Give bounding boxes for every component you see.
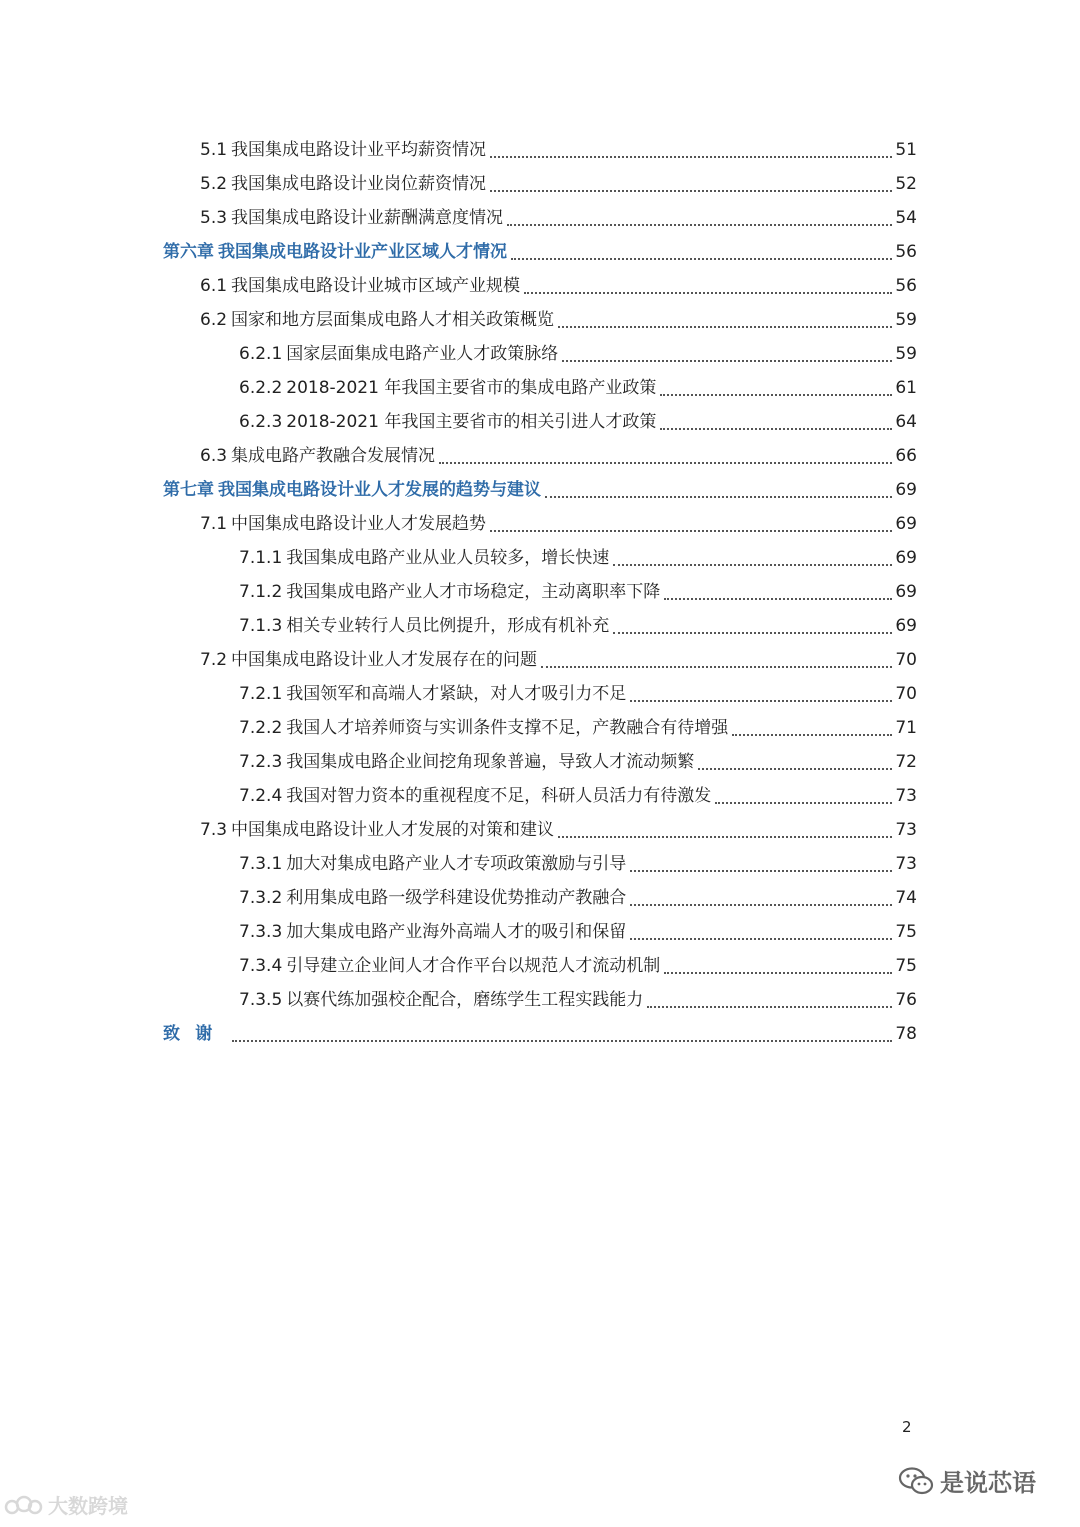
toc-entry[interactable] xyxy=(163,949,917,983)
toc-entry-number: 7.3.1 xyxy=(239,854,283,874)
dot-leader xyxy=(630,938,892,940)
dot-leader xyxy=(732,734,892,736)
toc-entry-title: 我国集成电路产业从业人员较多，增长快速 xyxy=(286,548,610,568)
toc-entry-number: 6.3 xyxy=(200,446,228,466)
toc-entry[interactable] xyxy=(163,337,917,371)
toc-entry-page: 71 xyxy=(895,718,917,738)
dot-leader xyxy=(664,972,892,974)
toc-entry-title: 2018-2021 年我国主要省市的集成电路产业政策 xyxy=(286,378,657,398)
toc-entry-number: 7.3.2 xyxy=(239,888,283,908)
dot-leader xyxy=(647,1006,892,1008)
toc-entry[interactable] xyxy=(163,643,917,677)
toc-entry-title: 我国集成电路设计业城市区域产业规模 xyxy=(231,276,521,296)
toc-entry[interactable] xyxy=(163,507,917,541)
toc-entry-number: 6.2 xyxy=(200,310,228,330)
toc-entry[interactable] xyxy=(163,881,917,915)
dot-leader xyxy=(439,462,892,464)
toc-entry-page: 56 xyxy=(895,276,917,296)
toc-entry-title: 我国对智力资本的重视程度不足，科研人员活力有待激发 xyxy=(286,786,712,806)
dot-leader xyxy=(715,802,892,804)
toc-entry[interactable] xyxy=(163,847,917,881)
dot-leader xyxy=(232,1040,893,1042)
toc-entry-title: 加大对集成电路产业人才专项政策激励与引导 xyxy=(286,854,627,874)
toc-entry-number: 7.2.3 xyxy=(239,752,283,772)
toc-entry-number: 7.2.1 xyxy=(239,684,283,704)
toc-entry-page: 52 xyxy=(895,174,917,194)
toc-entry-title: 我国集成电路设计业产业区域人才情况 xyxy=(218,242,507,262)
toc-entry[interactable] xyxy=(163,779,917,813)
watermark-left xyxy=(4,1490,128,1519)
dot-leader xyxy=(698,768,892,770)
toc-entry-title: 引导建立企业间人才合作平台以规范人才流动机制 xyxy=(286,956,661,976)
toc-entry-number: 第七章 xyxy=(163,480,214,500)
toc-entry-page: 61 xyxy=(895,378,917,398)
toc-entry-page: 74 xyxy=(895,888,917,908)
toc-entry[interactable] xyxy=(163,915,917,949)
toc-entry-number: 5.2 xyxy=(200,174,228,194)
toc-entry-number: 7.3.5 xyxy=(239,990,283,1010)
toc-entry-title: 国家和地方层面集成电路人才相关政策概览 xyxy=(231,310,555,330)
dot-leader xyxy=(664,598,892,600)
dot-leader xyxy=(524,292,892,294)
toc-chapter-entry[interactable] xyxy=(163,1017,917,1051)
toc-entry-page: 75 xyxy=(895,956,917,976)
dot-leader xyxy=(558,836,892,838)
toc-chapter-entry[interactable] xyxy=(163,235,917,269)
toc-entry-number: 7.1.1 xyxy=(239,548,283,568)
toc-entry[interactable] xyxy=(163,711,917,745)
toc-entry-title: 我国集成电路设计业薪酬满意度情况 xyxy=(231,208,504,228)
dot-leader xyxy=(490,190,892,192)
toc-entry-title: 我国集成电路产业人才市场稳定，主动离职率下降 xyxy=(286,582,661,602)
toc-entry-number: 7.1 xyxy=(200,514,228,534)
toc-entry-page: 59 xyxy=(895,310,917,330)
toc-entry-title: 加大集成电路产业海外高端人才的吸引和保留 xyxy=(286,922,627,942)
toc-entry-number: 7.1.3 xyxy=(239,616,283,636)
toc-entry-page: 73 xyxy=(895,820,917,840)
dot-leader xyxy=(630,904,892,906)
toc-entry-title: 我国集成电路设计业人才发展的趋势与建议 xyxy=(218,480,541,500)
toc-entry[interactable] xyxy=(163,609,917,643)
toc-entry-title: 我国集成电路设计业岗位薪资情况 xyxy=(231,174,487,194)
toc-entry[interactable] xyxy=(163,541,917,575)
toc-entry-number: 7.3.3 xyxy=(239,922,283,942)
toc-entry[interactable] xyxy=(163,167,917,201)
page-number: 2 xyxy=(902,1418,912,1436)
toc-entry-number: 6.2.2 xyxy=(239,378,283,398)
toc-entry-number: 6.1 xyxy=(200,276,228,296)
dot-leader xyxy=(545,496,892,498)
dot-leader xyxy=(630,700,892,702)
toc-entry-number: 第六章 xyxy=(163,242,214,262)
toc-entry-number: 7.3.4 xyxy=(239,956,283,976)
toc-entry-page: 72 xyxy=(895,752,917,772)
dot-leader xyxy=(507,224,892,226)
toc-entry[interactable] xyxy=(163,745,917,779)
toc-entry-title: 利用集成电路一级学科建设优势推动产教融合 xyxy=(286,888,627,908)
wechat-icon xyxy=(898,1466,934,1496)
watermark-right xyxy=(898,1463,1036,1498)
dot-leader xyxy=(613,632,892,634)
toc-entry-number: 7.3 xyxy=(200,820,228,840)
dot-leader xyxy=(660,394,892,396)
toc-entry-number: 7.1.2 xyxy=(239,582,283,602)
toc-entry-page: 73 xyxy=(895,854,917,874)
toc-entry-title: 集成电路产教融合发展情况 xyxy=(231,446,436,466)
dot-leader xyxy=(613,564,892,566)
toc-entry-title: 中国集成电路设计业人才发展趋势 xyxy=(231,514,487,534)
toc-entry-page: 73 xyxy=(895,786,917,806)
toc-entry-title: 我国集成电路设计业平均薪资情况 xyxy=(231,140,487,160)
toc-entry-page: 69 xyxy=(895,548,917,568)
toc-entry-number: 7.2.2 xyxy=(239,718,283,738)
table-of-contents xyxy=(163,133,917,1051)
toc-entry-page: 78 xyxy=(895,1024,917,1044)
toc-entry-page: 69 xyxy=(895,616,917,636)
toc-entry-page: 59 xyxy=(895,344,917,364)
toc-entry-page: 69 xyxy=(895,582,917,602)
toc-entry-page: 76 xyxy=(895,990,917,1010)
toc-entry[interactable] xyxy=(163,405,917,439)
toc-entry-title: 以赛代练加强校企配合，磨练学生工程实践能力 xyxy=(286,990,644,1010)
toc-entry[interactable] xyxy=(163,371,917,405)
toc-entry-page: 69 xyxy=(895,480,917,500)
toc-entry[interactable] xyxy=(163,813,917,847)
toc-entry[interactable] xyxy=(163,133,917,167)
dot-leader xyxy=(541,666,892,668)
toc-entry[interactable] xyxy=(163,303,917,337)
cloud-icon xyxy=(4,1494,44,1516)
toc-entry-title: 我国集成电路企业间挖角现象普遍，导致人才流动频繁 xyxy=(286,752,695,772)
toc-entry-title: 国家层面集成电路产业人才政策脉络 xyxy=(286,344,559,364)
toc-entry-title: 我国人才培养师资与实训条件支撑不足，产教融合有待增强 xyxy=(286,718,729,738)
toc-entry[interactable] xyxy=(163,269,917,303)
dot-leader xyxy=(511,258,892,260)
toc-entry[interactable] xyxy=(163,983,917,1017)
toc-entry[interactable] xyxy=(163,201,917,235)
toc-entry[interactable] xyxy=(163,439,917,473)
watermark-left-text: 大数跨境 xyxy=(48,1494,128,1518)
dot-leader xyxy=(630,870,892,872)
watermark-right-text: 是说芯语 xyxy=(940,1469,1036,1497)
toc-chapter-entry[interactable] xyxy=(163,473,917,507)
dot-leader xyxy=(660,428,892,430)
toc-entry-page: 66 xyxy=(895,446,917,466)
toc-entry-number: 6.2.1 xyxy=(239,344,283,364)
toc-entry-number: 5.3 xyxy=(200,208,228,228)
toc-entry-page: 69 xyxy=(895,514,917,534)
toc-entry-number: 6.2.3 xyxy=(239,412,283,432)
dot-leader xyxy=(562,360,892,362)
toc-entry-title: 中国集成电路设计业人才发展存在的问题 xyxy=(231,650,538,670)
toc-entry-page: 70 xyxy=(895,684,917,704)
toc-entry-title: 致谢 xyxy=(163,1024,228,1044)
toc-entry-title: 中国集成电路设计业人才发展的对策和建议 xyxy=(231,820,555,840)
toc-entry-number: 7.2.4 xyxy=(239,786,283,806)
toc-entry-title: 2018-2021 年我国主要省市的相关引进人才政策 xyxy=(286,412,657,432)
toc-entry-number: 5.1 xyxy=(200,140,228,160)
toc-entry-page: 64 xyxy=(895,412,917,432)
toc-entry-title: 相关专业转行人员比例提升，形成有机补充 xyxy=(286,616,610,636)
toc-entry-page: 70 xyxy=(895,650,917,670)
toc-entry-page: 75 xyxy=(895,922,917,942)
toc-entry[interactable] xyxy=(163,575,917,609)
dot-leader xyxy=(490,156,892,158)
toc-entry-page: 56 xyxy=(895,242,917,262)
dot-leader xyxy=(558,326,892,328)
toc-entry-title: 我国领军和高端人才紧缺，对人才吸引力不足 xyxy=(286,684,627,704)
toc-entry-page: 54 xyxy=(895,208,917,228)
toc-entry-page: 51 xyxy=(895,140,917,160)
dot-leader xyxy=(490,530,892,532)
toc-entry[interactable] xyxy=(163,677,917,711)
toc-entry-number: 7.2 xyxy=(200,650,228,670)
